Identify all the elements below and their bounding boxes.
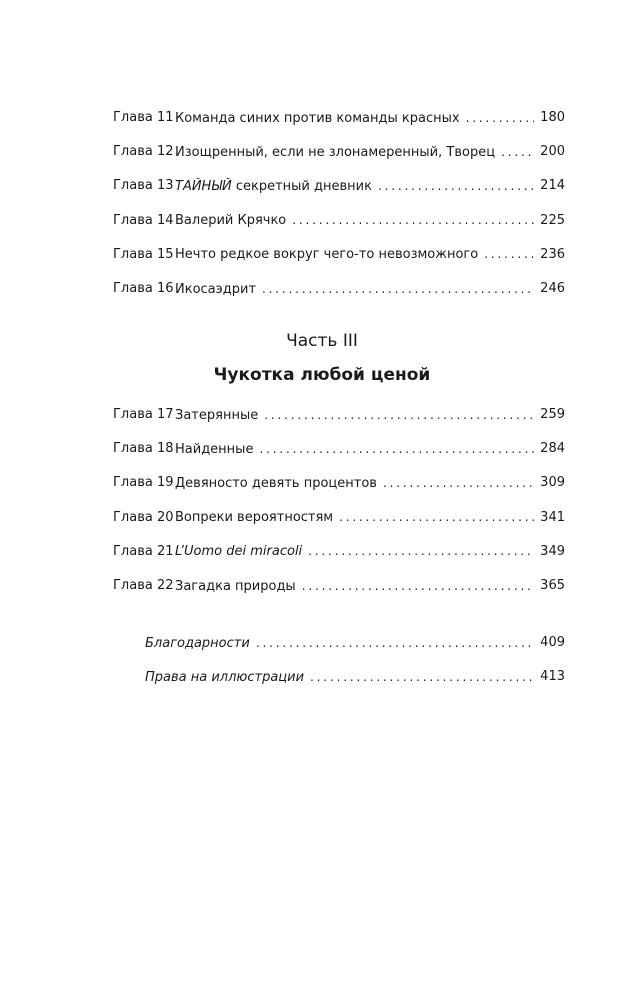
back-matter-title: Права на иллюстрации bbox=[145, 669, 305, 685]
chapter-title: Икосаэдрит bbox=[175, 281, 257, 297]
dot-leader bbox=[302, 578, 534, 594]
chapter-title: Затерянные bbox=[175, 407, 259, 423]
entry-line bbox=[175, 212, 540, 229]
chapter-number: Глава 20 bbox=[113, 509, 174, 525]
dot-leader bbox=[264, 407, 534, 423]
chapter-title: Загадка природы bbox=[175, 578, 296, 594]
dot-leader bbox=[310, 669, 534, 685]
page-number: 214 bbox=[540, 178, 565, 194]
entry-line bbox=[145, 635, 540, 652]
dot-leader bbox=[383, 475, 534, 491]
dot-leader bbox=[292, 212, 534, 228]
chapter-title bbox=[175, 179, 372, 195]
dot-leader bbox=[484, 246, 534, 262]
page-number: 259 bbox=[540, 407, 565, 423]
entry-line bbox=[175, 475, 540, 492]
toc-list-part-3 bbox=[113, 398, 565, 603]
toc-entry-chapter-13[interactable] bbox=[113, 169, 565, 203]
toc-entry-chapter-18[interactable] bbox=[113, 432, 565, 466]
page-number: 341 bbox=[540, 509, 565, 525]
page-number: 225 bbox=[540, 212, 565, 228]
dot-leader bbox=[339, 509, 534, 525]
chapter-title-rest: секретный дневник bbox=[231, 178, 372, 194]
chapter-title: Команда синих против команды красных bbox=[175, 110, 460, 126]
toc-back-matter bbox=[145, 626, 565, 694]
toc-entry-acknowledgements[interactable] bbox=[145, 626, 565, 660]
page-number: 236 bbox=[540, 246, 565, 262]
toc-entry-chapter-22[interactable] bbox=[113, 569, 565, 603]
toc-entry-chapter-16[interactable] bbox=[113, 272, 565, 306]
page-number: 413 bbox=[540, 669, 565, 684]
page-number: 409 bbox=[540, 635, 565, 650]
chapter-number: Глава 21 bbox=[113, 543, 174, 559]
chapter-title: Изощренный, если не злонамеренный, Творец bbox=[175, 144, 496, 160]
page-number: 349 bbox=[540, 543, 565, 559]
page-number: 200 bbox=[540, 144, 565, 160]
part-title: Чукотка любой ценой bbox=[213, 365, 431, 385]
page-number: 180 bbox=[540, 110, 565, 126]
chapter-title: Девяносто девять процентов bbox=[175, 475, 377, 491]
dot-leader bbox=[256, 635, 534, 651]
chapter-number: Глава 13 bbox=[113, 178, 174, 194]
toc-entry-chapter-14[interactable] bbox=[113, 204, 565, 238]
entry-line bbox=[175, 441, 540, 458]
chapter-number: Глава 14 bbox=[113, 212, 174, 228]
chapter-number: Глава 22 bbox=[113, 578, 174, 594]
entry-line bbox=[175, 578, 540, 595]
chapter-number: Глава 15 bbox=[113, 246, 174, 262]
chapter-title: L’Uomo dei miracoli bbox=[175, 544, 303, 560]
dot-leader bbox=[378, 178, 534, 194]
chapter-number: Глава 19 bbox=[113, 475, 174, 491]
toc-entry-illustration-credits[interactable] bbox=[145, 660, 565, 694]
page-number: 309 bbox=[540, 475, 565, 491]
part-label: Часть III bbox=[286, 331, 358, 351]
chapter-title-italic-part: ТАЙНЫЙ bbox=[175, 178, 232, 194]
toc-entry-chapter-21[interactable] bbox=[113, 535, 565, 569]
chapter-number: Глава 12 bbox=[113, 144, 174, 160]
entry-line bbox=[175, 246, 540, 263]
chapter-title: Нечто редкое вокруг чего-то невозможного bbox=[175, 247, 479, 263]
chapter-number: Глава 18 bbox=[113, 441, 174, 457]
entry-line bbox=[175, 407, 540, 424]
toc-entry-chapter-20[interactable] bbox=[113, 501, 565, 535]
chapter-title: Вопреки вероятностям bbox=[175, 510, 334, 526]
chapter-title: Валерий Крячко bbox=[175, 213, 287, 229]
page-number: 246 bbox=[540, 281, 565, 297]
toc-entry-chapter-17[interactable] bbox=[113, 398, 565, 432]
chapter-number: Глава 16 bbox=[113, 281, 174, 297]
entry-line bbox=[175, 144, 540, 161]
toc-list-part-2-end bbox=[113, 101, 565, 306]
dot-leader bbox=[308, 543, 534, 559]
toc-entry-chapter-19[interactable] bbox=[113, 466, 565, 500]
entry-line bbox=[175, 281, 540, 298]
page-number: 284 bbox=[540, 441, 565, 457]
chapter-number: Глава 17 bbox=[113, 407, 174, 423]
page-number: 365 bbox=[540, 578, 565, 594]
toc-entry-chapter-15[interactable] bbox=[113, 238, 565, 272]
entry-line bbox=[175, 110, 540, 127]
toc-entry-chapter-11[interactable] bbox=[113, 101, 565, 135]
entry-line bbox=[145, 669, 540, 686]
dot-leader bbox=[262, 281, 534, 297]
chapter-number: Глава 11 bbox=[113, 110, 174, 126]
entry-line bbox=[175, 509, 540, 526]
back-matter-title: Благодарности bbox=[145, 635, 250, 651]
entry-line bbox=[175, 178, 540, 195]
toc-entry-chapter-12[interactable] bbox=[113, 135, 565, 169]
chapter-title: Найденные bbox=[175, 441, 254, 457]
dot-leader bbox=[466, 110, 535, 126]
entry-line bbox=[175, 543, 540, 560]
dot-leader bbox=[501, 144, 534, 160]
dot-leader bbox=[259, 441, 534, 457]
